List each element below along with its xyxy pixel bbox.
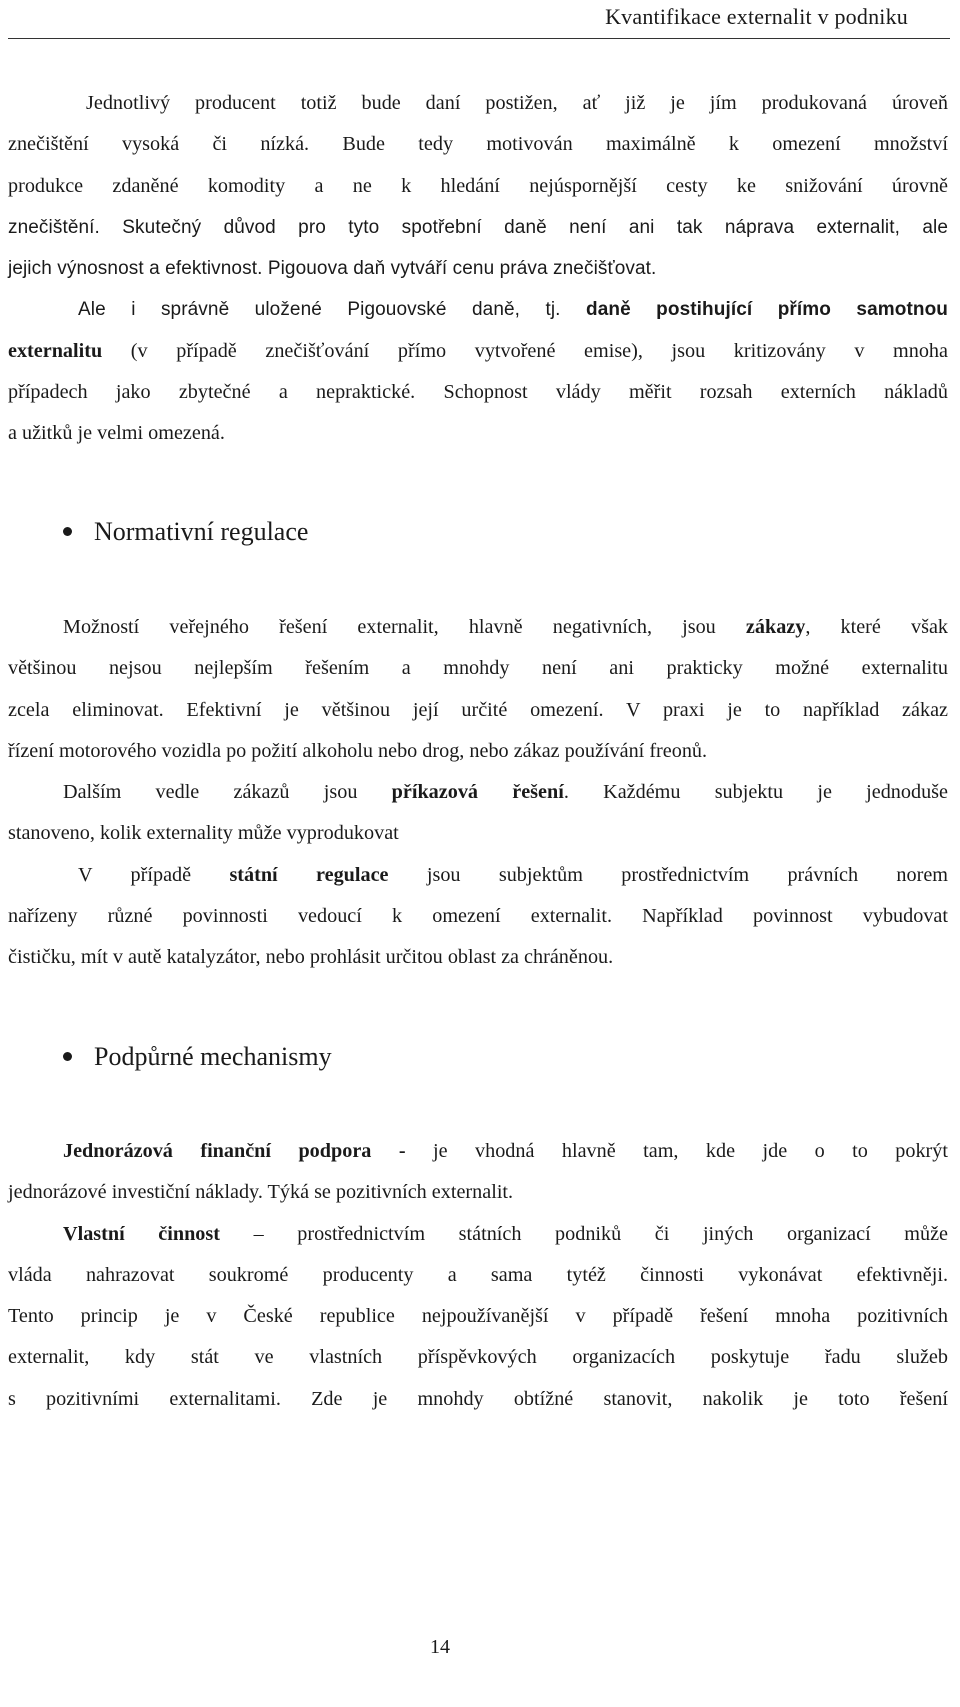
paragraph-line — [8, 607, 948, 648]
section-heading-text: Normativní regulace — [94, 517, 309, 546]
paragraph-line: externalit, kdy stát ve vlastních příspěvkových organizacích poskytuje řadu služeb — [8, 1346, 948, 1369]
page-number: 14 — [430, 1636, 450, 1658]
bullet-icon — [63, 1052, 72, 1061]
paragraph-line: většinou nejsou nejlepším řešením a mnohdy není ani prakticky možné externalitu — [8, 657, 948, 680]
bold-term: zákazy — [745, 616, 806, 638]
header-divider — [8, 38, 950, 39]
paragraph-line — [8, 207, 948, 248]
running-header-title: Kvantifikace externalit v podniku — [605, 4, 908, 29]
text-run: Dalším vedle zákazů jsou — [63, 781, 392, 804]
paragraph-line: produkce zdaněné komodity a ne k hledání nejúspornější cesty ke snižování úrovně — [8, 174, 948, 197]
paragraph-line: řízení motorového vozidla po požití alkoholu nebo drog, nebo zákaz používání freonů. — [8, 739, 708, 762]
paragraph-line — [8, 1131, 948, 1172]
paragraph-line: a užitků je velmi omezená. — [8, 422, 225, 445]
paragraph-line: Tento princip je v České republice nejpoužívanější v případě řešení mnoha pozitivních — [8, 1305, 948, 1328]
paragraph-line: jejich výnosnost a efektivnost. Pigouova daň vytváří cenu práva znečišťovat. — [8, 258, 657, 280]
text-run: (v případě znečišťování přímo vytvořené emise), jsou kritizovány v mnoha — [102, 339, 948, 362]
paragraph-line: případech jako zbytečné a nepraktické. Schopnost vlády měřit rozsah externích nákladů — [8, 381, 948, 404]
paragraph-line: jednorázové investiční náklady. Týká se pozitivních externalit. — [8, 1181, 514, 1204]
text-run: jsou subjektům prostřednictvím právních norem — [388, 863, 949, 886]
bold-term: daně postihující přímo samotnou — [586, 299, 948, 321]
bold-term: Jednorázová finanční podpora - — [63, 1140, 406, 1162]
text-run: Skutečný důvod pro tyto spotřební daně není ani tak náprava externalit, ale — [99, 216, 948, 238]
paragraph-line — [8, 1214, 948, 1255]
text-run: V případě — [78, 863, 230, 886]
paragraph-line — [8, 331, 948, 372]
bold-term: státní regulace — [229, 863, 389, 886]
paragraph-line: nařízeny různé povinnosti vedoucí k omezení externalit. Například povinnost vybudovat — [8, 905, 948, 928]
section2-body — [8, 1131, 948, 1420]
section1-body — [8, 607, 948, 979]
section-heading-text: Podpůrné mechanismy — [94, 1042, 332, 1071]
bullet-icon — [63, 527, 72, 536]
paragraph-line: čističku, mít v autě katalyzátor, nebo prohlásit určitou oblast za chráněnou. — [8, 946, 614, 969]
section-heading-normativni-regulace — [63, 515, 308, 549]
bold-term: příkazová řešení — [391, 781, 564, 804]
text-run: – prostřednictvím státních podniků či jiných organizací může — [219, 1222, 948, 1245]
paragraph-line: stanoveno, kolik externality může vyprodukovat — [8, 822, 399, 845]
intro-section — [8, 83, 948, 455]
text-run: je vhodná hlavně tam, kde jde o to pokrýt — [405, 1140, 948, 1162]
paragraph-line: vláda nahrazovat soukromé producenty a sama tytéž činnosti vykonávat efektivněji. — [8, 1263, 948, 1286]
bold-term: externalitu — [8, 339, 103, 362]
section-heading-podpurne-mechanismy — [63, 1040, 332, 1074]
paragraph-line: s pozitivními externalitami. Zde je mnohdy obtížné stanovit, nakolik je toto řešení — [8, 1387, 948, 1410]
paragraph-line — [8, 289, 948, 330]
paragraph-line — [8, 855, 948, 896]
text-run: Možností veřejného řešení externalit, hlavně negativních, jsou — [63, 616, 746, 638]
bold-term: Vlastní činnost — [63, 1222, 220, 1245]
paragraph-line — [8, 772, 948, 813]
text-run: , které však — [805, 616, 948, 638]
paragraph-line: znečištění vysoká či nízká. Bude tedy motivován maximálně k omezení množství — [8, 133, 948, 156]
text-run: znečištění. — [8, 216, 100, 238]
text-run: . Každému subjektu je jednoduše — [563, 781, 948, 804]
text-run: Ale i správně uložené Pigouovské daně, tj. — [78, 299, 561, 321]
paragraph-line: Jednotlivý producent totiž bude daní postižen, ať již je jím produkovaná úroveň — [86, 92, 948, 114]
paragraph-line: zcela eliminovat. Efektivní je většinou její určité omezení. V praxi je to například zákaz — [8, 698, 948, 721]
